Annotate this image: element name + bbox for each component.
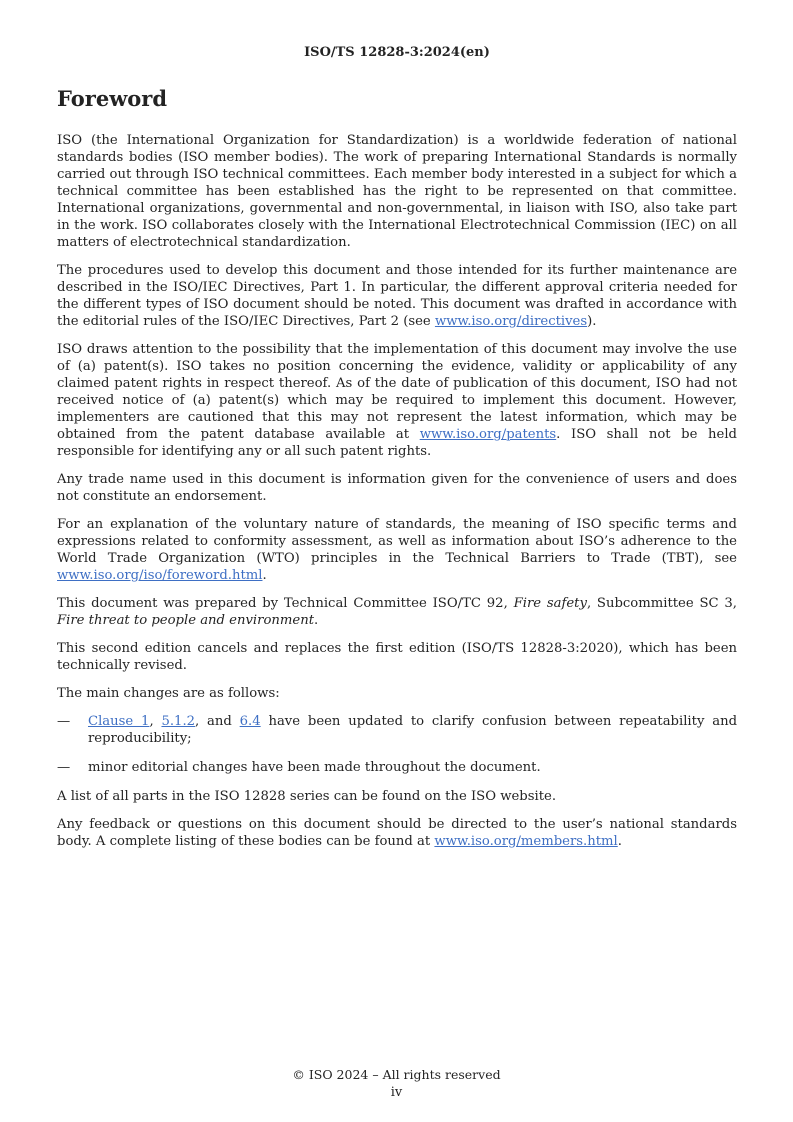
document-reference-header: ISO/TS 12828-3:2024(en) [304,45,490,60]
foreword-paragraph [57,816,737,850]
page-footer [0,1067,793,1100]
link-6.4[interactable]: 6.4 [239,714,261,729]
change-list-item [57,759,737,776]
text-segment: , [149,714,162,729]
change-list-item [57,713,737,747]
link-www.iso.org-directives[interactable]: www.iso.org/directives [434,314,588,329]
text-segment: . [314,613,319,628]
text-segment: have been updated to clarify confusion between repeatability and reproducibility; [88,714,738,746]
list-item-text [88,759,737,776]
text-segment: The procedures used to develop this document and those intended for its further maintenance are described in the ISO/IEC Directives, Part 1. In particular, the different approval criteria needed for the different types of ISO document should be noted. This document was drafted in accordance with the editorial rules of the ISO/IEC Directives, Part 2 (see [57,263,737,329]
list-dash: — [57,760,71,775]
list-dash: — [57,714,71,729]
page-number: iv [390,1085,403,1100]
foreword-paragraph [57,595,737,629]
text-segment: Fire threat to people and environment [57,613,314,628]
copyright-notice: © ISO 2024 – All rights reserved [292,1067,501,1082]
text-segment: . [617,834,622,849]
link-www.iso.org-members.html[interactable]: www.iso.org/members.html [434,834,618,849]
link-5.1.2[interactable]: 5.1.2 [161,714,196,729]
text-segment: Fire safety [513,596,587,611]
text-segment: ). [587,314,597,329]
foreword-paragraph [57,132,737,251]
list-item-text [88,713,737,747]
link-clause-1[interactable]: Clause 1 [88,714,150,729]
foreword-title: Foreword [57,86,168,111]
foreword-paragraph [57,516,737,584]
text-segment: , and [195,714,240,729]
foreword-paragraph [57,685,737,702]
text-segment: Any feedback or questions on this document should be directed to the user’s national standards body. A complete listing of these bodies can be found at [57,817,737,849]
text-segment: The main changes are as follows: [57,686,280,701]
foreword-body [57,132,737,850]
text-segment: . [262,568,267,583]
text-segment: . ISO shall not be held responsible for identifying any or all such patent rights. [57,427,737,459]
text-segment: For an explanation of the voluntary nature of standards, the meaning of ISO specific terms and expressions related to conformity assessment, as well as information about ISO’s adherence to the World Trade Organization (WTO) principles in the Technical Barriers to Trade (TBT), see [57,517,737,566]
foreword-paragraph [57,341,737,460]
foreword-paragraph [57,471,737,505]
link-www.iso.org-iso-foreword.html[interactable]: www.iso.org/iso/foreword.html [57,568,263,583]
text-segment: Any trade name used in this document is information given for the convenience of users and does not constitute an endorsement. [57,472,737,504]
foreword-paragraph [57,640,737,674]
link-www.iso.org-patents[interactable]: www.iso.org/patents [419,427,557,442]
foreword-paragraph [57,262,737,330]
text-segment: A list of all parts in the ISO 12828 series can be found on the ISO website. [57,789,557,804]
text-segment: ISO draws attention to the possibility that the implementation of this document may involve the use of (a) patent(s). ISO takes no position concerning the evidence, validity or applicability of any claimed patent rights in respect thereof. As of the date of publication of this document, ISO had not received notice of (a) patent(s) which may be required to implement this document. However, implementers are cautioned that this may not represent the latest information, which may be obtained from the patent database available at [57,342,737,442]
text-segment: minor editorial changes have been made throughout the document. [88,760,541,775]
text-segment: , Subcommittee SC 3, [586,596,737,611]
foreword-paragraph [57,788,737,805]
text-segment: ISO (the International Organization for Standardization) is a worldwide federation of national standards bodies (ISO member bodies). The work of preparing International Standards is normally carried out through ISO technical committees. Each member body interested in a subject for which a technical committee has been established has the right to be represented on that committee. International organizations, governmental and non-governmental, in liaison with ISO, also take part in the work. ISO collaborates closely with the International Electrotechnical Commission (IEC) on all matters of electrotechnical standardization. [57,133,737,250]
text-segment: This document was prepared by Technical Committee ISO/TC 92, [57,596,514,611]
text-segment: This second edition cancels and replaces the first edition (ISO/TS 12828-3:2020), which has been technically revised. [57,641,737,673]
